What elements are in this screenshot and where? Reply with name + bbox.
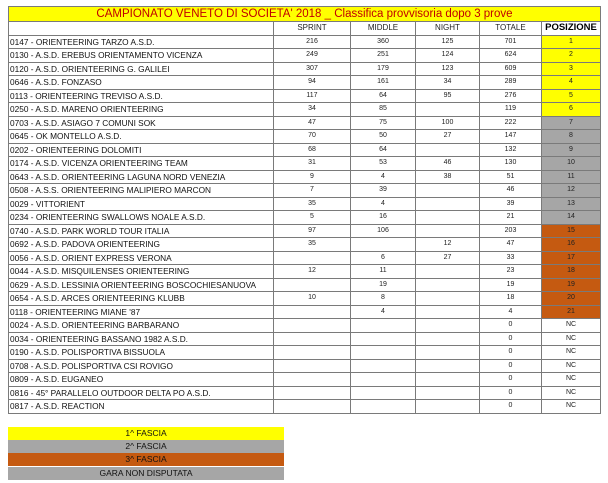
middle-points: 161	[351, 76, 416, 90]
table-row	[9, 278, 601, 292]
total-points: 203	[480, 224, 542, 238]
total-points: 119	[480, 103, 542, 117]
night-points	[416, 197, 480, 211]
sprint-points: 94	[274, 76, 351, 90]
header-total: TOTALE	[480, 22, 542, 36]
team-name: 0190 - A.S.D. POLISPORTIVA BISSUOLA	[9, 346, 274, 360]
position-cell: 16	[542, 238, 601, 252]
night-points	[416, 278, 480, 292]
middle-points: 39	[351, 184, 416, 198]
team-name: 0646 - A.S.D. FONZASO	[9, 76, 274, 90]
table-row	[9, 130, 601, 144]
table-row	[9, 400, 601, 414]
total-points: 701	[480, 35, 542, 49]
sprint-points	[274, 386, 351, 400]
total-points: 39	[480, 197, 542, 211]
team-name: 0817 - A.S.D. REACTION	[9, 400, 274, 414]
sprint-points	[274, 346, 351, 360]
team-name: 0056 - A.S.D. ORIENT EXPRESS VERONA	[9, 251, 274, 265]
sprint-points: 10	[274, 292, 351, 306]
sprint-points: 307	[274, 62, 351, 76]
header-night: NIGHT	[416, 22, 480, 36]
night-points: 27	[416, 130, 480, 144]
middle-points	[351, 400, 416, 414]
total-points: 147	[480, 130, 542, 144]
night-points	[416, 184, 480, 198]
middle-points: 4	[351, 170, 416, 184]
position-cell: 7	[542, 116, 601, 130]
middle-points: 19	[351, 278, 416, 292]
total-points: 4	[480, 305, 542, 319]
team-name: 0816 - 45° PARALLELO OUTDOOR DELTA PO A.S.D.	[9, 386, 274, 400]
position-cell: 19	[542, 278, 601, 292]
team-name: 0654 - A.S.D. ARCES ORIENTEERING KLUBB	[9, 292, 274, 306]
table-row	[9, 305, 601, 319]
position-cell: 17	[542, 251, 601, 265]
total-points: 18	[480, 292, 542, 306]
position-cell: NC	[542, 359, 601, 373]
title-row	[9, 7, 601, 22]
legend-item: 2^ FASCIA	[8, 440, 284, 453]
middle-points: 179	[351, 62, 416, 76]
position-cell: NC	[542, 400, 601, 414]
night-points: 34	[416, 76, 480, 90]
sprint-points: 35	[274, 197, 351, 211]
team-name: 0029 - VITTORIENT	[9, 197, 274, 211]
table-row	[9, 62, 601, 76]
middle-points	[351, 346, 416, 360]
table-row	[9, 143, 601, 157]
night-points	[416, 224, 480, 238]
sprint-points: 117	[274, 89, 351, 103]
night-points: 38	[416, 170, 480, 184]
night-points	[416, 143, 480, 157]
table-row	[9, 332, 601, 346]
position-cell: NC	[542, 373, 601, 387]
table-row	[9, 224, 601, 238]
middle-points	[351, 373, 416, 387]
middle-points: 11	[351, 265, 416, 279]
position-cell: 21	[542, 305, 601, 319]
night-points: 12	[416, 238, 480, 252]
position-cell: 10	[542, 157, 601, 171]
table-row	[9, 386, 601, 400]
night-points	[416, 265, 480, 279]
position-cell: 13	[542, 197, 601, 211]
team-name: 0708 - A.S.D. POLISPORTIVA CSI ROVIGO	[9, 359, 274, 373]
team-name: 0024 - A.S.D. ORIENTEERING BARBARANO	[9, 319, 274, 333]
middle-points	[351, 386, 416, 400]
position-cell: 2	[542, 49, 601, 63]
sprint-points	[274, 278, 351, 292]
middle-points	[351, 238, 416, 252]
night-points	[416, 359, 480, 373]
team-name: 0250 - A.S.D. MARENO ORIENTEERING	[9, 103, 274, 117]
team-name: 0234 - ORIENTEERING SWALLOWS NOALE A.S.D.	[9, 211, 274, 225]
table-row	[9, 157, 601, 171]
team-name: 0692 - A.S.D. PADOVA ORIENTEERING	[9, 238, 274, 252]
middle-points: 64	[351, 89, 416, 103]
position-cell: NC	[542, 386, 601, 400]
table-row	[9, 35, 601, 49]
total-points: 51	[480, 170, 542, 184]
night-points	[416, 292, 480, 306]
sprint-points: 34	[274, 103, 351, 117]
night-points	[416, 103, 480, 117]
team-name: 0044 - A.S.D. MISQUILENSES ORIENTEERING	[9, 265, 274, 279]
table-row	[9, 116, 601, 130]
sprint-points	[274, 319, 351, 333]
table-row	[9, 265, 601, 279]
position-cell: 20	[542, 292, 601, 306]
team-name: 0508 - A.S.S. ORIENTEERING MALIPIERO MARCON	[9, 184, 274, 198]
standings-table	[8, 6, 601, 414]
sprint-points	[274, 332, 351, 346]
night-points: 124	[416, 49, 480, 63]
position-cell: 12	[542, 184, 601, 198]
total-points: 0	[480, 359, 542, 373]
team-name: 0629 - A.S.D. LESSINIA ORIENTEERING BOSCOCHIESANUOVA	[9, 278, 274, 292]
page-title: CAMPIONATO VENETO DI SOCIETA' 2018 _ Classifica provvisoria dopo 3 prove	[9, 7, 601, 22]
middle-points: 251	[351, 49, 416, 63]
total-points: 0	[480, 400, 542, 414]
total-points: 0	[480, 319, 542, 333]
position-cell: 6	[542, 103, 601, 117]
total-points: 23	[480, 265, 542, 279]
position-cell: 1	[542, 35, 601, 49]
total-points: 19	[480, 278, 542, 292]
total-points: 624	[480, 49, 542, 63]
legend-item: GARA NON DISPUTATA	[8, 467, 284, 480]
night-points	[416, 319, 480, 333]
middle-points	[351, 332, 416, 346]
table-row	[9, 292, 601, 306]
total-points: 0	[480, 332, 542, 346]
position-cell: NC	[542, 319, 601, 333]
team-name: 0120 - A.S.D. ORIENTEERING G. GALILEI	[9, 62, 274, 76]
middle-points: 16	[351, 211, 416, 225]
middle-points: 75	[351, 116, 416, 130]
total-points: 132	[480, 143, 542, 157]
sprint-points: 97	[274, 224, 351, 238]
night-points: 125	[416, 35, 480, 49]
position-cell: NC	[542, 332, 601, 346]
sprint-points	[274, 305, 351, 319]
total-points: 47	[480, 238, 542, 252]
sprint-points	[274, 251, 351, 265]
header-middle: MIDDLE	[351, 22, 416, 36]
sprint-points: 68	[274, 143, 351, 157]
team-name: 0740 - A.S.D. PARK WORLD TOUR ITALIA	[9, 224, 274, 238]
total-points: 276	[480, 89, 542, 103]
sprint-points: 9	[274, 170, 351, 184]
sprint-points: 31	[274, 157, 351, 171]
sprint-points: 47	[274, 116, 351, 130]
sprint-points: 216	[274, 35, 351, 49]
table-row	[9, 238, 601, 252]
night-points	[416, 305, 480, 319]
sprint-points	[274, 359, 351, 373]
table-row	[9, 251, 601, 265]
total-points: 222	[480, 116, 542, 130]
night-points	[416, 373, 480, 387]
table-row	[9, 76, 601, 90]
night-points: 27	[416, 251, 480, 265]
position-cell: 18	[542, 265, 601, 279]
sprint-points: 70	[274, 130, 351, 144]
position-cell: 4	[542, 76, 601, 90]
header-position: POSIZIONE	[542, 22, 601, 36]
total-points: 46	[480, 184, 542, 198]
middle-points: 64	[351, 143, 416, 157]
middle-points: 4	[351, 305, 416, 319]
header-row	[9, 22, 601, 36]
legend-item: 3^ FASCIA	[8, 453, 284, 466]
legend-item: 1^ FASCIA	[8, 427, 284, 440]
night-points: 46	[416, 157, 480, 171]
table-row	[9, 170, 601, 184]
total-points: 21	[480, 211, 542, 225]
sprint-points	[274, 400, 351, 414]
team-name: 0643 - A.S.D. ORIENTEERING LAGUNA NORD VENEZIA	[9, 170, 274, 184]
sprint-points	[274, 373, 351, 387]
team-name: 0202 - ORIENTEERING DOLOMITI	[9, 143, 274, 157]
middle-points: 50	[351, 130, 416, 144]
position-cell: NC	[542, 346, 601, 360]
table-row	[9, 211, 601, 225]
team-name: 0645 - OK MONTELLO A.S.D.	[9, 130, 274, 144]
position-cell: 11	[542, 170, 601, 184]
middle-points: 8	[351, 292, 416, 306]
position-cell: 14	[542, 211, 601, 225]
total-points: 609	[480, 62, 542, 76]
sprint-points: 5	[274, 211, 351, 225]
team-name: 0118 - ORIENTEERING MIANE '87	[9, 305, 274, 319]
table-row	[9, 103, 601, 117]
total-points: 130	[480, 157, 542, 171]
team-name: 0174 - A.S.D. VICENZA ORIENTEERING TEAM	[9, 157, 274, 171]
sprint-points: 249	[274, 49, 351, 63]
night-points: 100	[416, 116, 480, 130]
table-row	[9, 319, 601, 333]
total-points: 0	[480, 386, 542, 400]
table-row	[9, 197, 601, 211]
table-row	[9, 49, 601, 63]
table-row	[9, 373, 601, 387]
night-points	[416, 211, 480, 225]
header-sprint: SPRINT	[274, 22, 351, 36]
position-cell: 8	[542, 130, 601, 144]
total-points: 33	[480, 251, 542, 265]
middle-points: 4	[351, 197, 416, 211]
night-points	[416, 346, 480, 360]
table-row	[9, 359, 601, 373]
team-name: 0034 - ORIENTEERING BASSANO 1982 A.S.D.	[9, 332, 274, 346]
night-points: 95	[416, 89, 480, 103]
middle-points: 360	[351, 35, 416, 49]
total-points: 0	[480, 346, 542, 360]
team-name: 0147 - ORIENTEERING TARZO A.S.D.	[9, 35, 274, 49]
team-name: 0703 - A.S.D. ASIAGO 7 COMUNI SOK	[9, 116, 274, 130]
middle-points	[351, 319, 416, 333]
night-points	[416, 332, 480, 346]
night-points	[416, 386, 480, 400]
middle-points: 85	[351, 103, 416, 117]
sprint-points: 7	[274, 184, 351, 198]
table-row	[9, 89, 601, 103]
middle-points: 106	[351, 224, 416, 238]
sprint-points: 12	[274, 265, 351, 279]
night-points	[416, 400, 480, 414]
total-points: 0	[480, 373, 542, 387]
middle-points	[351, 359, 416, 373]
position-cell: 15	[542, 224, 601, 238]
night-points: 123	[416, 62, 480, 76]
team-name: 0130 - A.S.D. EREBUS ORIENTAMENTO VICENZA	[9, 49, 274, 63]
sprint-points: 35	[274, 238, 351, 252]
position-cell: 5	[542, 89, 601, 103]
team-name: 0809 - A.S.D. EUGANEO	[9, 373, 274, 387]
table-row	[9, 184, 601, 198]
position-cell: 3	[542, 62, 601, 76]
header-team	[9, 22, 274, 36]
middle-points: 53	[351, 157, 416, 171]
team-name: 0113 - ORIENTEERING TREVISO A.S.D.	[9, 89, 274, 103]
position-cell: 9	[542, 143, 601, 157]
middle-points: 6	[351, 251, 416, 265]
total-points: 289	[480, 76, 542, 90]
table-row	[9, 346, 601, 360]
